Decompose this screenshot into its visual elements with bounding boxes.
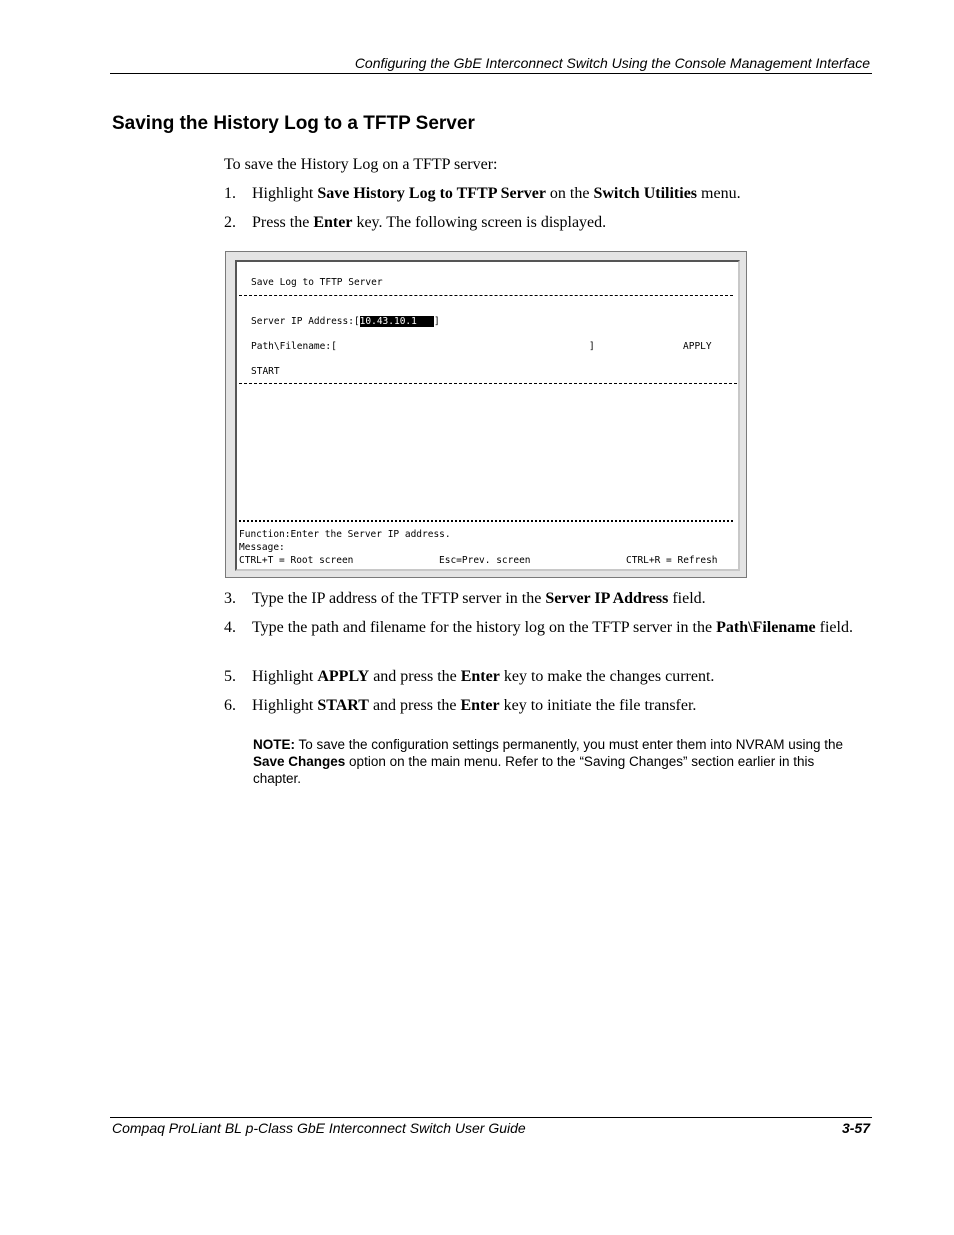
console-star-separator xyxy=(239,520,733,522)
step-text: Type the path and filename for the history log on the TFTP server in the Path\Filename field. xyxy=(252,619,853,636)
step-number: 5. xyxy=(224,668,236,685)
header-rule xyxy=(110,73,872,74)
ctrl-root-hint: CTRL+T = Root screen xyxy=(239,555,354,566)
console-window xyxy=(235,260,740,571)
footer-rule xyxy=(110,1117,872,1118)
console-title: Save Log to TFTP Server xyxy=(251,277,383,288)
server-ip-input[interactable]: 10.43.10.1 xyxy=(359,316,435,327)
section-title: Saving the History Log to a TFTP Server xyxy=(112,113,475,134)
intro-paragraph: To save the History Log on a TFTP server: xyxy=(224,156,498,173)
step-text: Highlight Save History Log to TFTP Server on the Switch Utilities menu. xyxy=(252,185,741,202)
step-3 xyxy=(224,589,864,608)
console-screenshot xyxy=(225,251,747,578)
step-text: Highlight START and press the Enter key to initiate the file transfer. xyxy=(252,697,697,714)
step-number: 2. xyxy=(224,214,236,231)
footer-guide-title: Compaq ProLiant BL p-Class GbE Interconnect Switch User Guide xyxy=(112,1120,526,1136)
console-separator xyxy=(239,295,733,296)
esc-prev-hint: Esc=Prev. screen xyxy=(439,555,531,566)
ctrl-refresh-hint: CTRL+R = Refresh xyxy=(626,555,718,566)
running-header: Configuring the GbE Interconnect Switch Using the Console Management Interface xyxy=(354,55,870,71)
server-ip-row: Server IP Address:[10.43.10.1 ] xyxy=(251,316,440,327)
start-button[interactable]: START xyxy=(251,366,280,377)
step-number: 4. xyxy=(224,619,236,636)
message-line: Message: xyxy=(239,542,285,553)
function-line: Function:Enter the Server IP address. xyxy=(239,529,451,540)
apply-button[interactable]: APPLY xyxy=(683,341,712,352)
step-1 xyxy=(224,184,864,203)
note-emphasis: Save Changes xyxy=(253,754,346,769)
path-filename-close: ] xyxy=(589,341,595,352)
step-text: Press the Enter key. The following screen is displayed. xyxy=(252,214,607,231)
step-4 xyxy=(224,618,864,637)
step-number: 1. xyxy=(224,185,236,202)
step-text: Type the IP address of the TFTP server in the Server IP Address field. xyxy=(252,590,706,607)
note-label: NOTE: xyxy=(253,737,295,752)
path-filename-label: Path\Filename:[ xyxy=(251,341,337,352)
console-separator xyxy=(239,383,737,384)
step-2 xyxy=(224,213,864,232)
step-number: 3. xyxy=(224,590,236,607)
note-box: NOTE: To save the configuration settings permanently, you must enter them into NVRAM using the Save Changes option on the main menu. Refer to the “Saving Changes” section earlier in this chapter. xyxy=(253,737,844,786)
footer-page-number: 3-57 xyxy=(841,1120,870,1136)
step-5 xyxy=(224,667,864,686)
step-number: 6. xyxy=(224,697,236,714)
step-text: Highlight APPLY and press the Enter key to make the changes current. xyxy=(252,668,715,685)
step-6 xyxy=(224,696,864,715)
